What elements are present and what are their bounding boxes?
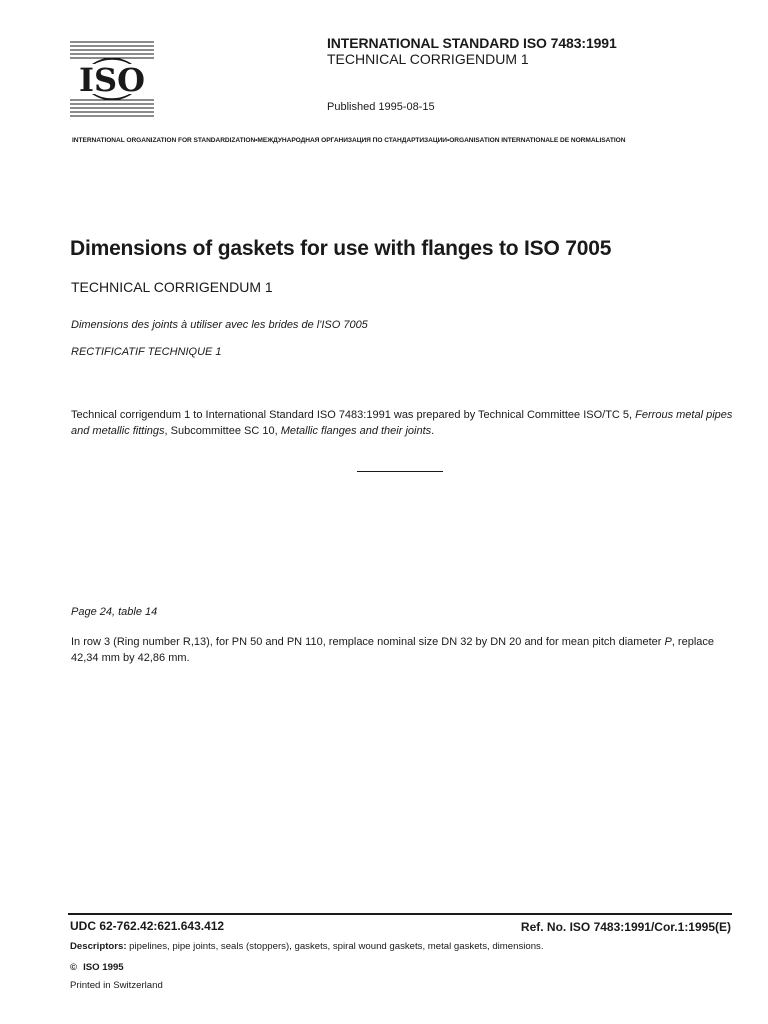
header-corrigendum: TECHNICAL CORRIGENDUM 1 [327, 51, 529, 67]
footer-rule [68, 913, 732, 915]
title-corrigendum: TECHNICAL CORRIGENDUM 1 [71, 279, 273, 295]
french-title: Dimensions des joints à utiliser avec les brides de l'ISO 7005 [71, 319, 368, 331]
intro-text-3: . [431, 425, 435, 437]
standard-title: INTERNATIONAL STANDARD ISO 7483:1991 [327, 35, 617, 51]
copyright-year: ISO 1995 [83, 962, 124, 973]
correction-text-2: , replace 42,34 mm by 42,86 mm. [71, 636, 715, 664]
organisation-line: INTERNATIONAL ORGANIZATION FOR STANDARDIZATION•МЕЖДУНАРОДНАЯ ОРГАНИЗАЦИЯ ПО СТАНДАРТИЗАЦИИ•ORGANISATION INTERNATIONALE DE NORMALISATION [72, 137, 626, 144]
pitch-diameter-symbol: P [664, 636, 672, 648]
descriptors [70, 941, 544, 952]
committee-name: Ferrous metal pipes and metallic fittings [71, 409, 733, 437]
intro-text-2: , Subcommittee SC 10, [164, 425, 281, 437]
iso-logo [68, 38, 156, 120]
descriptors-label: Descriptors: [70, 941, 127, 952]
correction-text-1: In row 3 (Ring number R,13), for PN 50 and PN 110, remplace nominal size DN 32 by DN 20 and for mean pitch diameter [71, 636, 665, 648]
udc-code: UDC 62-762.42:621.643.412 [70, 919, 225, 933]
reference-number: Ref. No. ISO 7483:1991/Cor.1:1995(E) [520, 920, 731, 934]
copyright [70, 962, 124, 973]
subcommittee-name: Metallic flanges and their joints [280, 425, 432, 437]
intro-text-1: Technical corrigendum 1 to International Standard ISO 7483:1991 was prepared by Technical Committee ISO/TC 5, [71, 409, 636, 421]
copyright-symbol: © [70, 962, 78, 973]
intro-paragraph [71, 407, 736, 439]
section-divider [357, 471, 443, 472]
page-reference: Page 24, table 14 [71, 606, 158, 618]
published-date: Published 1995-08-15 [327, 101, 435, 113]
iso-logo-icon [68, 38, 156, 120]
iso-logo-text: ISO [79, 61, 145, 99]
printed-location: Printed in Switzerland [70, 980, 163, 991]
descriptors-text: pipelines, pipe joints, seals (stoppers), gaskets, spiral wound gaskets, metal gaskets, dimensions. [126, 941, 544, 952]
correction-paragraph [71, 634, 736, 666]
document-title: Dimensions of gaskets for use with flanges to ISO 7005 [70, 237, 612, 260]
french-corrigendum: RECTIFICATIF TECHNIQUE 1 [71, 346, 222, 358]
